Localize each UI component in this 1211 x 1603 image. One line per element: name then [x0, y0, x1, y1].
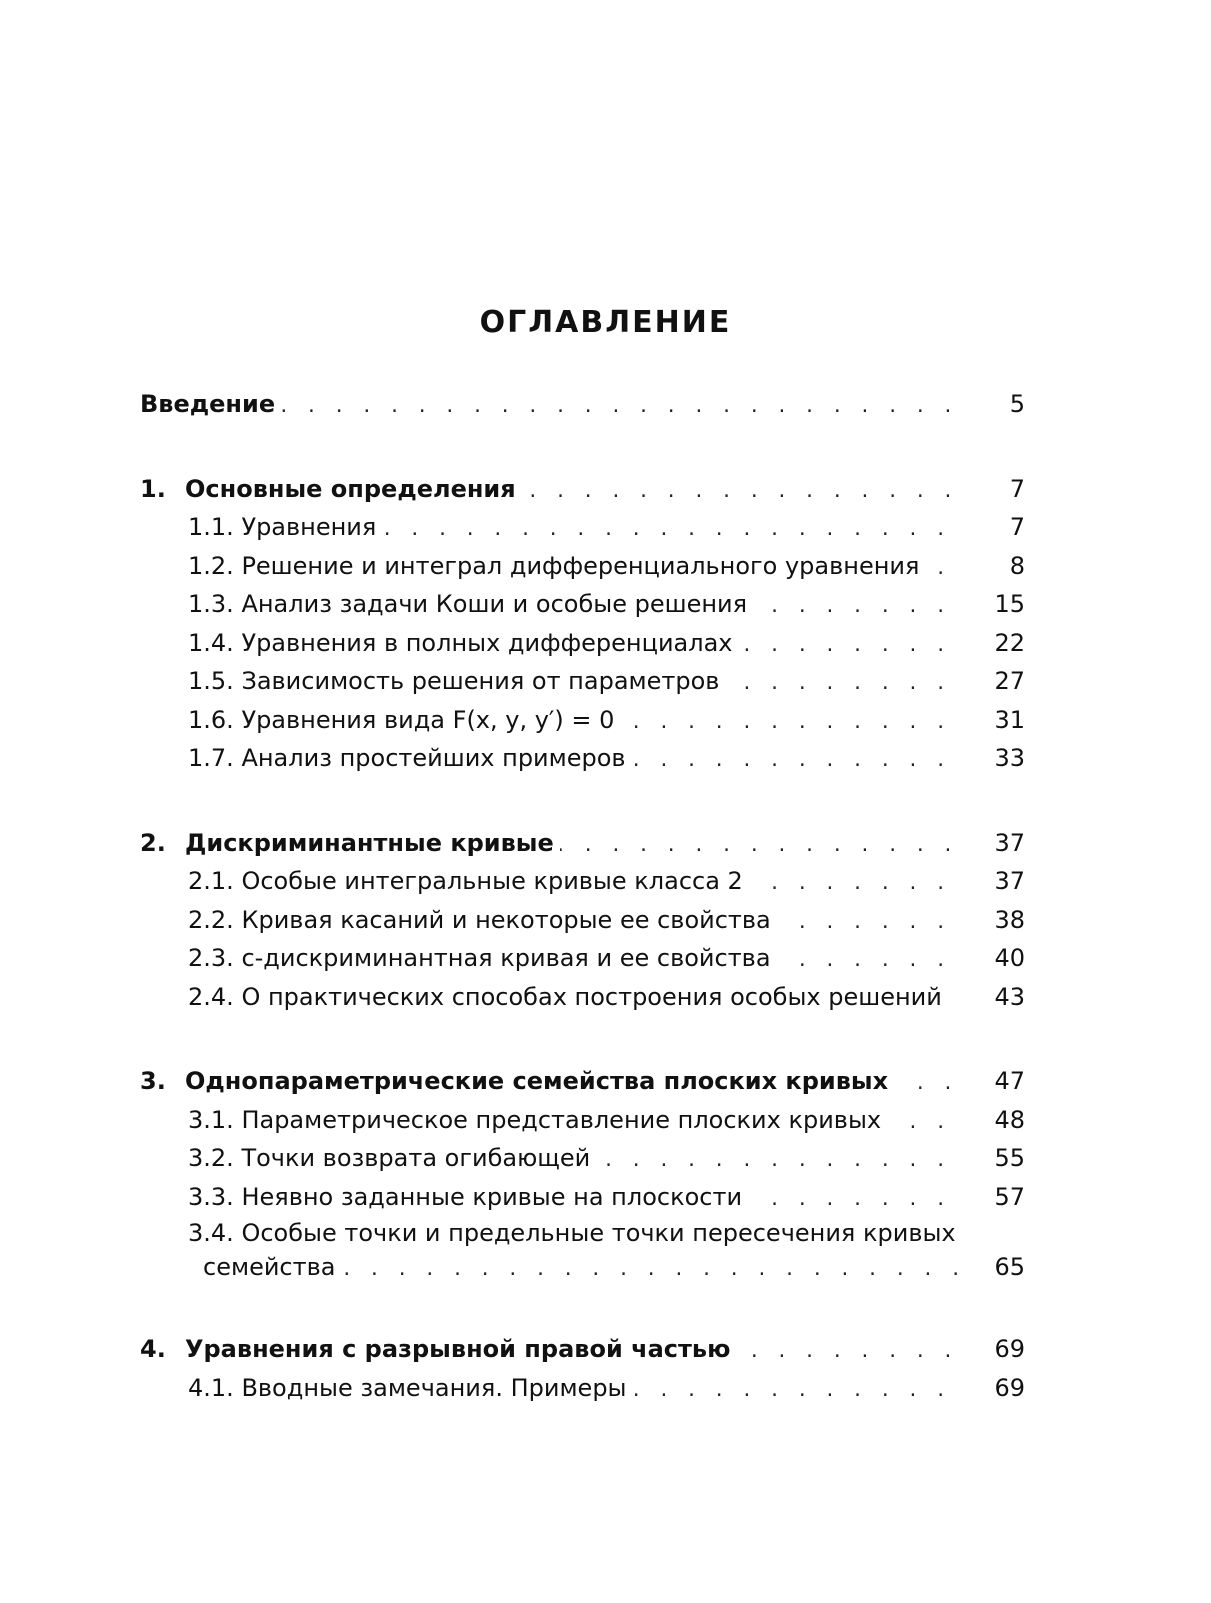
toc-section-2-1[interactable]	[140, 862, 1025, 901]
section-number: 2.1.	[188, 867, 234, 895]
toc-page-number: 65	[965, 1250, 1025, 1284]
toc-page-number: 43	[965, 978, 1025, 1017]
toc-section-3-2[interactable]	[140, 1139, 1025, 1178]
section-title: Параметрическое представление плоских кривых	[241, 1105, 882, 1134]
toc-section-2-3[interactable]	[140, 939, 1025, 978]
toc-page-number: 47	[965, 1062, 1025, 1101]
toc-section-1-5[interactable]	[140, 662, 1025, 701]
section-title: Зависимость решения от параметров	[241, 667, 720, 695]
section-title: Анализ простейших примеров	[241, 744, 626, 772]
section-title: Вводные замечания. Примеры	[241, 1373, 627, 1402]
section-number: 1.4.	[188, 628, 234, 657]
section-number: 4.1.	[188, 1373, 234, 1402]
toc-chapter-2[interactable]	[140, 824, 1025, 863]
toc-section-1-6[interactable]	[140, 701, 1025, 740]
toc-section-1-1[interactable]	[140, 508, 1025, 547]
section-number: 1.3.	[188, 590, 234, 618]
toc-entry-intro[interactable]	[140, 385, 1025, 424]
toc-page-number: 31	[965, 701, 1025, 740]
section-title-line-1	[188, 1216, 956, 1250]
section-title: Решение и интеграл дифференциального уравнения	[241, 551, 920, 580]
section-title: О практических способах построения особых решений	[241, 982, 942, 1011]
section-title: Уравнения вида F(x, y, y′) = 0	[241, 705, 615, 734]
section-number: 2.4.	[188, 982, 234, 1011]
section-number: 3.4.	[188, 1219, 234, 1247]
section-number: 1.1.	[188, 513, 234, 541]
toc-page-number: 22	[965, 624, 1025, 663]
toc-page-number: 7	[965, 508, 1025, 547]
toc-section-3-4[interactable]	[140, 1216, 1025, 1284]
toc-section-2-2[interactable]	[140, 901, 1025, 940]
section-title-continuation: семейства	[203, 1253, 341, 1281]
section-number: 2.3.	[188, 944, 234, 972]
chapter-number: 2.	[140, 828, 166, 857]
toc-page-number: 33	[965, 739, 1025, 778]
toc-chapter-4[interactable]	[140, 1330, 1025, 1369]
toc-page-number: 7	[965, 470, 1025, 509]
toc-section-3-1[interactable]	[140, 1101, 1025, 1140]
section-title: Уравнения	[241, 513, 377, 541]
section-title: Точки возврата огибающей	[241, 1144, 591, 1172]
toc-page-number: 69	[965, 1369, 1025, 1408]
toc-section-2-4[interactable]	[140, 978, 1025, 1017]
page-title: ОГЛАВЛЕНИЕ	[479, 305, 732, 340]
section-title: Анализ задачи Коши и особые решения	[241, 590, 748, 618]
toc-page-number: 38	[965, 901, 1025, 940]
section-title-line-2	[188, 1250, 1025, 1284]
chapter-title: Дискриминантные кривые	[185, 828, 554, 857]
section-number: 1.5.	[188, 667, 234, 695]
section-number: 1.7.	[188, 744, 234, 772]
section-number: 2.2.	[188, 905, 234, 934]
toc-page-number: 57	[965, 1178, 1025, 1217]
chapter-title: Уравнения с разрывной правой частью	[185, 1335, 731, 1363]
chapter-title: Однопараметрические семейства плоских кривых	[185, 1067, 889, 1095]
toc-page-number: 69	[965, 1330, 1025, 1369]
chapter-number: 1.	[140, 474, 166, 503]
toc-page-number: 37	[965, 824, 1025, 863]
toc-chapter-1[interactable]	[140, 470, 1025, 509]
section-title: Уравнения в полных дифференциалах	[241, 628, 733, 657]
section-number: 3.2.	[188, 1144, 234, 1172]
toc-section-1-7[interactable]	[140, 739, 1025, 778]
toc-section-3-3[interactable]	[140, 1178, 1025, 1217]
toc-section-1-2[interactable]	[140, 547, 1025, 586]
toc-page-number: 55	[965, 1139, 1025, 1178]
chapter-number: 3.	[140, 1067, 166, 1095]
section-number: 1.6.	[188, 705, 234, 734]
toc-chapter-3[interactable]	[140, 1062, 1025, 1101]
toc-page-number: 15	[965, 585, 1025, 624]
toc-page-number: 40	[965, 939, 1025, 978]
toc-entry-label: Введение	[140, 390, 281, 418]
toc-page-number: 5	[965, 385, 1025, 424]
section-title: Кривая касаний и некоторые ее свойства	[241, 905, 771, 934]
toc-section-1-3[interactable]	[140, 585, 1025, 624]
chapter-number: 4.	[140, 1335, 166, 1363]
section-number: 3.1.	[188, 1105, 234, 1134]
toc-page-number: 8	[965, 547, 1025, 586]
toc-page-number: 27	[965, 662, 1025, 701]
section-number: 3.3.	[188, 1182, 234, 1211]
section-title: Особые точки и предельные точки пересечения кривых	[241, 1219, 956, 1247]
section-number: 1.2.	[188, 551, 234, 580]
section-title: c-дискриминантная кривая и ее свойства	[241, 944, 771, 972]
toc-page-number: 48	[965, 1101, 1025, 1140]
toc-page-number: 37	[965, 862, 1025, 901]
toc-section-1-4[interactable]	[140, 624, 1025, 663]
chapter-title: Основные определения	[185, 474, 516, 503]
toc-section-4-1[interactable]	[140, 1369, 1025, 1408]
table-of-contents	[140, 385, 1025, 1407]
section-title: Особые интегральные кривые класса 2	[241, 867, 743, 895]
section-title: Неявно заданные кривые на плоскости	[241, 1182, 743, 1211]
